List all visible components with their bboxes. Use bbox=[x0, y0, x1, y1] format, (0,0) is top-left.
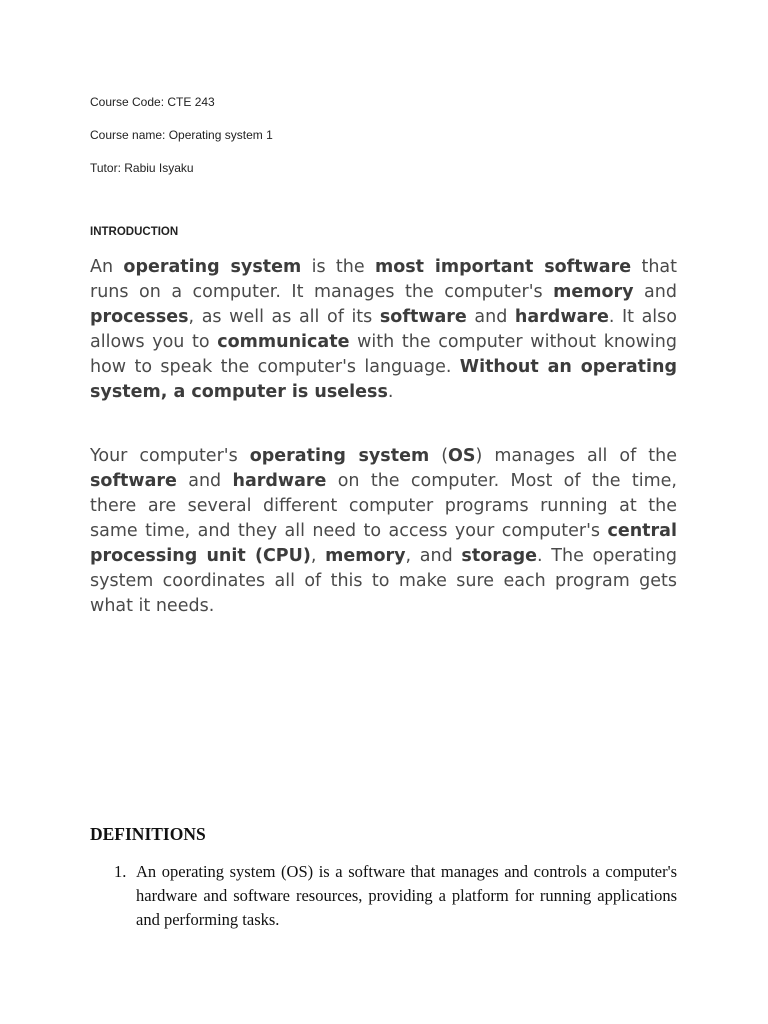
bold-run: memory bbox=[553, 282, 634, 302]
bold-run: most important software bbox=[375, 257, 632, 277]
text-run: , and bbox=[405, 546, 462, 566]
text-run: is the bbox=[301, 257, 375, 277]
text-run: ( bbox=[429, 446, 449, 466]
text-run: . The operating system coordinates all of this to make sure each program gets what it needs. bbox=[90, 546, 677, 616]
text-run: ) manages all of the bbox=[475, 446, 678, 466]
bold-run: hardware bbox=[514, 307, 609, 327]
text-run: that runs on a computer. It manages the computer's bbox=[90, 257, 677, 302]
course-code: Course Code: CTE 243 bbox=[90, 95, 215, 109]
bold-run: operating system bbox=[249, 446, 430, 466]
text-run: and bbox=[176, 471, 233, 491]
bold-run: processes bbox=[90, 307, 189, 327]
introduction-paragraph-1 bbox=[90, 255, 677, 405]
text-run: , as well as all of its bbox=[188, 307, 380, 327]
text-run: Your computer's bbox=[90, 446, 250, 466]
text-run: with the computer without knowing how to speak the computer's language. bbox=[90, 332, 678, 377]
bold-run: storage bbox=[461, 546, 538, 566]
tutor-name: Tutor: Rabiu Isyaku bbox=[90, 161, 194, 175]
bold-run: Without an operating system, a computer is useless bbox=[90, 357, 677, 402]
definition-text: An operating system (OS) is a software that manages and controls a computer's hardware and software resources, providing a platform for running applications and performing tasks. bbox=[136, 862, 677, 929]
definition-number: 1. bbox=[114, 862, 127, 881]
text-run: and bbox=[633, 282, 677, 302]
definitions-list bbox=[90, 860, 677, 932]
bold-run: communicate bbox=[217, 332, 350, 352]
text-run: . bbox=[387, 382, 394, 402]
bold-run: OS bbox=[448, 446, 476, 466]
bold-run: software bbox=[379, 307, 467, 327]
text-run: An bbox=[90, 257, 124, 277]
bold-run: memory bbox=[325, 546, 406, 566]
bold-run: operating system bbox=[123, 257, 302, 277]
definitions-heading: DEFINITIONS bbox=[90, 824, 206, 844]
text-run: , bbox=[310, 546, 326, 566]
definition-item bbox=[90, 860, 677, 932]
course-name: Course name: Operating system 1 bbox=[90, 128, 273, 142]
text-run: and bbox=[466, 307, 515, 327]
bold-run: software bbox=[90, 471, 177, 491]
bold-run: hardware bbox=[232, 471, 327, 491]
introduction-paragraph-2 bbox=[90, 444, 677, 619]
introduction-heading: INTRODUCTION bbox=[90, 226, 179, 238]
bold-run: central processing unit (CPU) bbox=[90, 521, 677, 566]
text-run: on the computer. Most of the time, there are several different computer programs running at the same time, and they all need to access your computer's bbox=[90, 471, 677, 541]
text-run: . It also allows you to bbox=[90, 307, 677, 352]
